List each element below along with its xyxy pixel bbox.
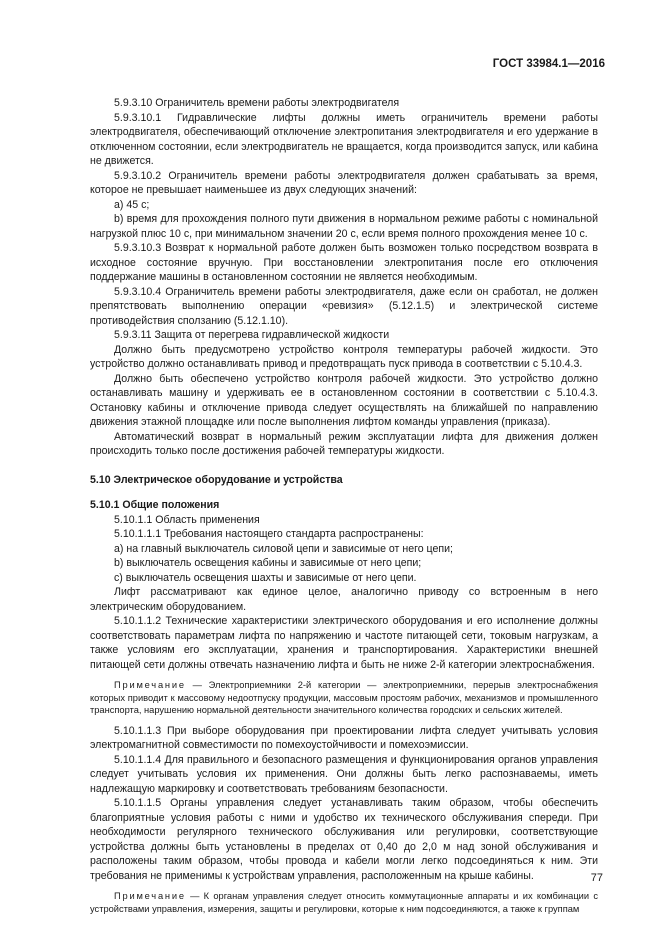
paragraph: Лифт рассматривают как единое целое, аналогично приводу со встроенным в него электрическим оборудованием. [90, 586, 598, 613]
note-text: — Электроприемники 2-й категории — электроприемники, перерыв электроснабжения которых приводит к массовому недоотпуску продукции, массовым простоям рабочих, механизмов и промышленного транспорта, нарушению нормальной деятельности значительного количества городских и сельских жителей. [90, 680, 598, 716]
paragraph: 5.10.1.1.1 Требования настоящего стандарта распространены: [114, 528, 424, 540]
paragraph: 5.9.3.10.4 Ограничитель времени работы электродвигателя, даже если он сработал, не должен препятствовать выполнению операции «ревизия» (5.12.1.5) и электрической системе противодействия сползанию (5.12.1.10). [90, 285, 598, 327]
paragraph: 5.10.1.1 Область применения [114, 513, 260, 526]
paragraph: 5.10.1.1.5 Органы управления следует устанавливать таким образом, чтобы обеспечить благоприятные условия работы с ними и удобство их технического обслуживания спереди. При необходимости регулярного технического обслуживания или регулировки, соответствующие устройства должны быть установлены в пределах от 0,40 до 2,0 м над зоной обслуживания и расположены таким образом, чтобы провода и кабели могли легко подсоединяться к ним. Эти требования не применимы к устройствам управления, расположенным на крыше кабины. [90, 797, 598, 882]
paragraph: 5.9.3.11 Защита от перегрева гидравлической жидкости [114, 329, 390, 341]
page-number: 77 [590, 872, 603, 884]
list-item: c) выключатель освещения шахты и зависимые от него цепи. [114, 571, 417, 584]
paragraph: 5.10.1.1.4 Для правильного и безопасного размещения и функционирования органов управления следует учитывать условия их применения. Они должны быть легко распознаваемы, иметь надлежащую маркировку и соответствовать требованиям безопасности. [90, 753, 598, 795]
paragraph: 5.10.1.1.2 Технические характеристики электрического оборудования и его исполнение должны соответствовать параметрам лифта по напряжению и частоте питающей сети, токовым нагрузкам, а также условиям его эксплуатации, хранения и транспортирования. Характеристики внешней питающей сети должны отвечать назначению лифта и быть не ниже 2-й категории электроснабжения. [90, 615, 598, 671]
section-title: 5.10 Электрическое оборудование и устройства [90, 473, 343, 486]
note [90, 679, 598, 717]
paragraph: 5.9.3.10.1 Гидравлические лифты должны иметь ограничитель времени работы электродвигателя, обеспечивающий отключение электропитания электродвигателя и его удержание в отключенном состоянии, если электродвигатель не вращается, когда производится запуск, или кабина не движется. [90, 111, 598, 167]
note [90, 890, 598, 915]
list-item: a) 45 с; [114, 198, 150, 211]
page-body [90, 96, 598, 922]
paragraph: Автоматический возврат в нормальный режим эксплуатации лифта для движения должен происходить только после достижения рабочей температуры жидкости. [90, 430, 598, 457]
list-item: a) на главный выключатель силовой цепи и зависимые от него цепи; [114, 542, 453, 555]
note-label: Примечание [114, 680, 186, 690]
paragraph: 5.9.3.10.2 Ограничитель времени работы электродвигателя должен срабатывать за время, которое не превышает наименьшее из двух следующих значений: [90, 169, 598, 196]
list-item: b) выключатель освещения кабины и зависимые от него цепи; [114, 557, 422, 569]
paragraph: Должно быть предусмотрено устройство контроля температуры рабочей жидкости. Это устройство должно останавливать привод и предотвращать пуск привода в соответствии с 5.10.4.3. [90, 343, 598, 370]
paragraph: Должно быть обеспечено устройство контроля рабочей жидкости. Это устройство должно останавливать машину и удерживать ее в остановленном состоянии в соответствии с 5.10.4.3. Остановку кабины и отключение привода следует осуществлять на ближайшей по направлению движения этажной площадке или после выполнения лифтом команды управления (приказа). [90, 372, 598, 428]
subsection-title: 5.10.1 Общие положения [90, 499, 220, 511]
document-header: ГОСТ 33984.1—2016 [492, 58, 605, 70]
list-item: b) время для прохождения полного пути движения в нормальном режиме работы с номинальной нагрузкой плюс 10 с, при минимальном значении 20 с, если время полного прохождения менее 10 с. [90, 213, 598, 240]
paragraph: 5.9.3.10.3 Возврат к нормальной работе должен быть возможен только посредством возврата в исходное состояние вручную. При восстановлении электропитания после его отключения поддержание машины в остановленном состоянии не является необходимым. [90, 242, 598, 283]
note-label: Примечание [114, 891, 186, 902]
paragraph: 5.9.3.10 Ограничитель времени работы электродвигателя [114, 97, 400, 109]
paragraph: 5.10.1.1.3 При выборе оборудования при проектировании лифта следует учитывать условия электромагнитной совместимости по помехоустойчивости и помехоэмиссии. [90, 724, 598, 752]
note-text: — К органам управления следует относить коммутационные аппараты и их комбинации с устройствами управления, измерения, защиты и регулировки, которые к ним подсоединяются, а также к группам [90, 891, 598, 914]
